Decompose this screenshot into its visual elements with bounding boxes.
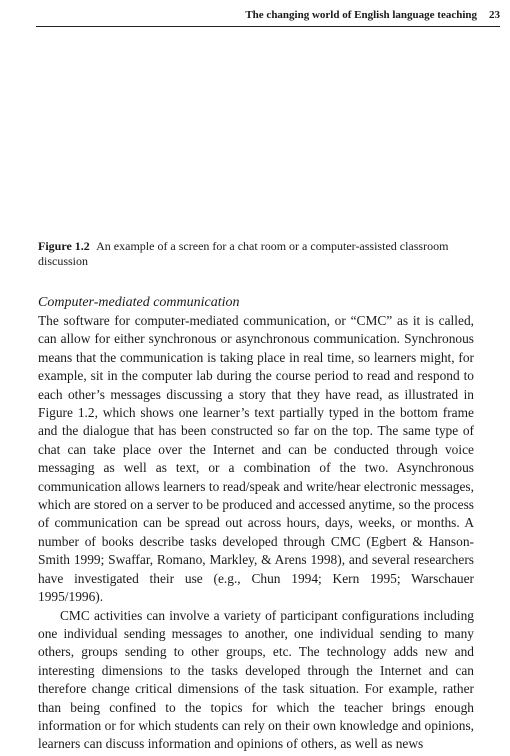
figure-caption (38, 239, 474, 269)
body-text (38, 312, 474, 754)
paragraph: The software for computer-mediated communication, or “CMC” as it is called, can allow for either synchronous or asynchronous communication. Synchronous means that the communication is taking place in real time, so learners might, for example, sit in the computer lab during the course period to read and respond to each other’s messages discussing a story that they have read, as illustrated in Figure 1.2, which shows one learner’s text partially typed in the bottom frame and the dialogue that has been constructed so far on the top. The same type of chat can take place over the Internet and can be conducted through voice messaging as well as text, or a combination of the two. Asynchronous communication allows learners to read/speak and write/hear electronic messages, which are stored on a server to be produced and accessed anytime, so the process of communication can be spread out across hours, days, weeks, or months. A number of books describe tasks developed through CMC (Egbert & Hanson-Smith 1999; Swaffar, Romano, Markley, & Arens 1998), and several researchers have investigated their use (e.g., Chun 1994; Kern 1995; Warschauer 1995/1996). (38, 313, 474, 605)
running-head (36, 8, 500, 27)
figure-caption-text: An example of a screen for a chat room or a computer-assisted classroom discussion (38, 239, 449, 268)
page-number: 23 (489, 9, 500, 21)
section-heading: Computer-mediated communication (38, 295, 240, 310)
figure-image-area (36, 30, 474, 230)
running-head-title: The changing world of English language teaching (245, 9, 477, 21)
figure-label: Figure 1.2 (38, 239, 90, 253)
paragraph: CMC activities can involve a variety of participant configurations including one individual sending messages to another, one individual sending to many others, groups sending to other groups, etc. The technology adds new and interesting dimensions to the tasks developed through the Internet and can therefore change critical dimensions of the task situation. For example, rather than being confined to the topics for which the teacher brings enough information or for which students can rely on their own knowledge and opinions, learners can discuss information and opinions of others, as well as news (38, 607, 474, 752)
